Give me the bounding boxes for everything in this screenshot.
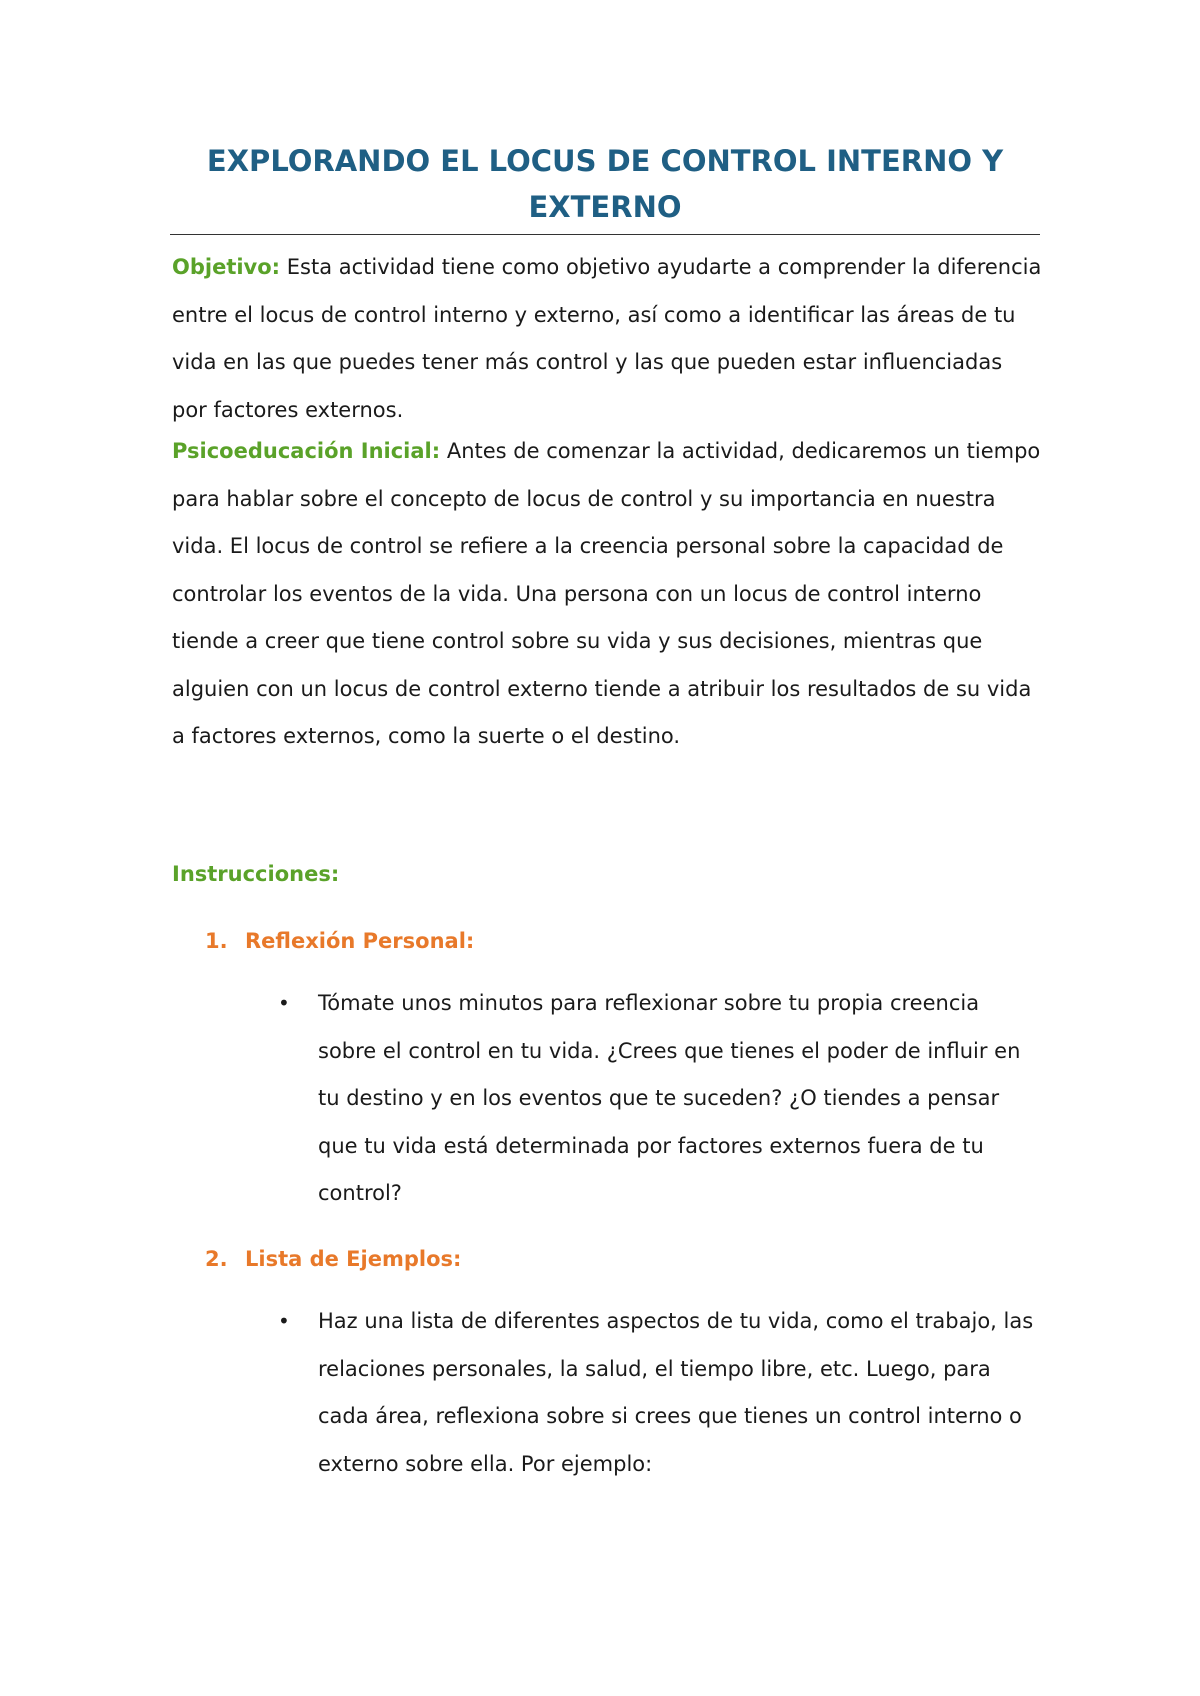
objetivo-label: Objetivo: <box>172 255 281 279</box>
instrucciones-heading: Instrucciones: <box>172 862 340 886</box>
bullet-icon: • <box>278 991 290 1015</box>
list-item-title: Reflexión Personal: <box>245 929 475 953</box>
list-item-bullet <box>278 1298 1038 1488</box>
list-item-number: 1. <box>205 929 228 953</box>
objetivo-paragraph <box>172 244 1042 434</box>
bullet-icon: • <box>278 1309 290 1333</box>
title-divider <box>170 234 1040 235</box>
list-item-number: 2. <box>205 1247 228 1271</box>
list-item-heading <box>205 1247 461 1271</box>
objetivo-text: Esta actividad tiene como objetivo ayudarte a comprender la diferencia entre el locus de control interno y externo, así como a identificar las áreas de tu vida en las que puedes tener más control y las que pueden estar influenciadas por factores externos. <box>172 255 1042 422</box>
psicoeducacion-text: Antes de comenzar la actividad, dedicaremos un tiempo para hablar sobre el concepto de locus de control y su importancia en nuestra vida. El locus de control se refiere a la creencia personal sobre la capacidad de controlar los eventos de la vida. Una persona con un locus de control interno tiende a creer que tiene control sobre su vida y sus decisiones, mientras que alguien con un locus de control externo tiende a atribuir los resultados de su vida a factores externos, como la suerte o el destino. <box>172 439 1041 748</box>
list-item-heading <box>205 929 474 953</box>
page-title: EXPLORANDO EL LOCUS DE CONTROL INTERNO Y EXTERNO <box>206 144 1004 224</box>
list-item-bullet <box>278 980 1038 1218</box>
psicoeducacion-paragraph <box>172 428 1042 761</box>
list-item-title: Lista de Ejemplos: <box>245 1247 462 1271</box>
bullet-text: Haz una lista de diferentes aspectos de tu vida, como el trabajo, las relaciones personales, la salud, el tiempo libre, etc. Luego, para cada área, reflexiona sobre si crees que tienes un control interno o externo sobre ella. Por ejemplo: <box>318 1309 1034 1476</box>
bullet-text: Tómate unos minutos para reflexionar sobre tu propia creencia sobre el control en tu vida. ¿Crees que tienes el poder de influir en tu destino y en los eventos que te suceden? ¿O tiendes a pensar que tu vida está determinada por factores externos fuera de tu control? <box>318 991 1021 1205</box>
psicoeducacion-label: Psicoeducación Inicial: <box>172 439 441 463</box>
